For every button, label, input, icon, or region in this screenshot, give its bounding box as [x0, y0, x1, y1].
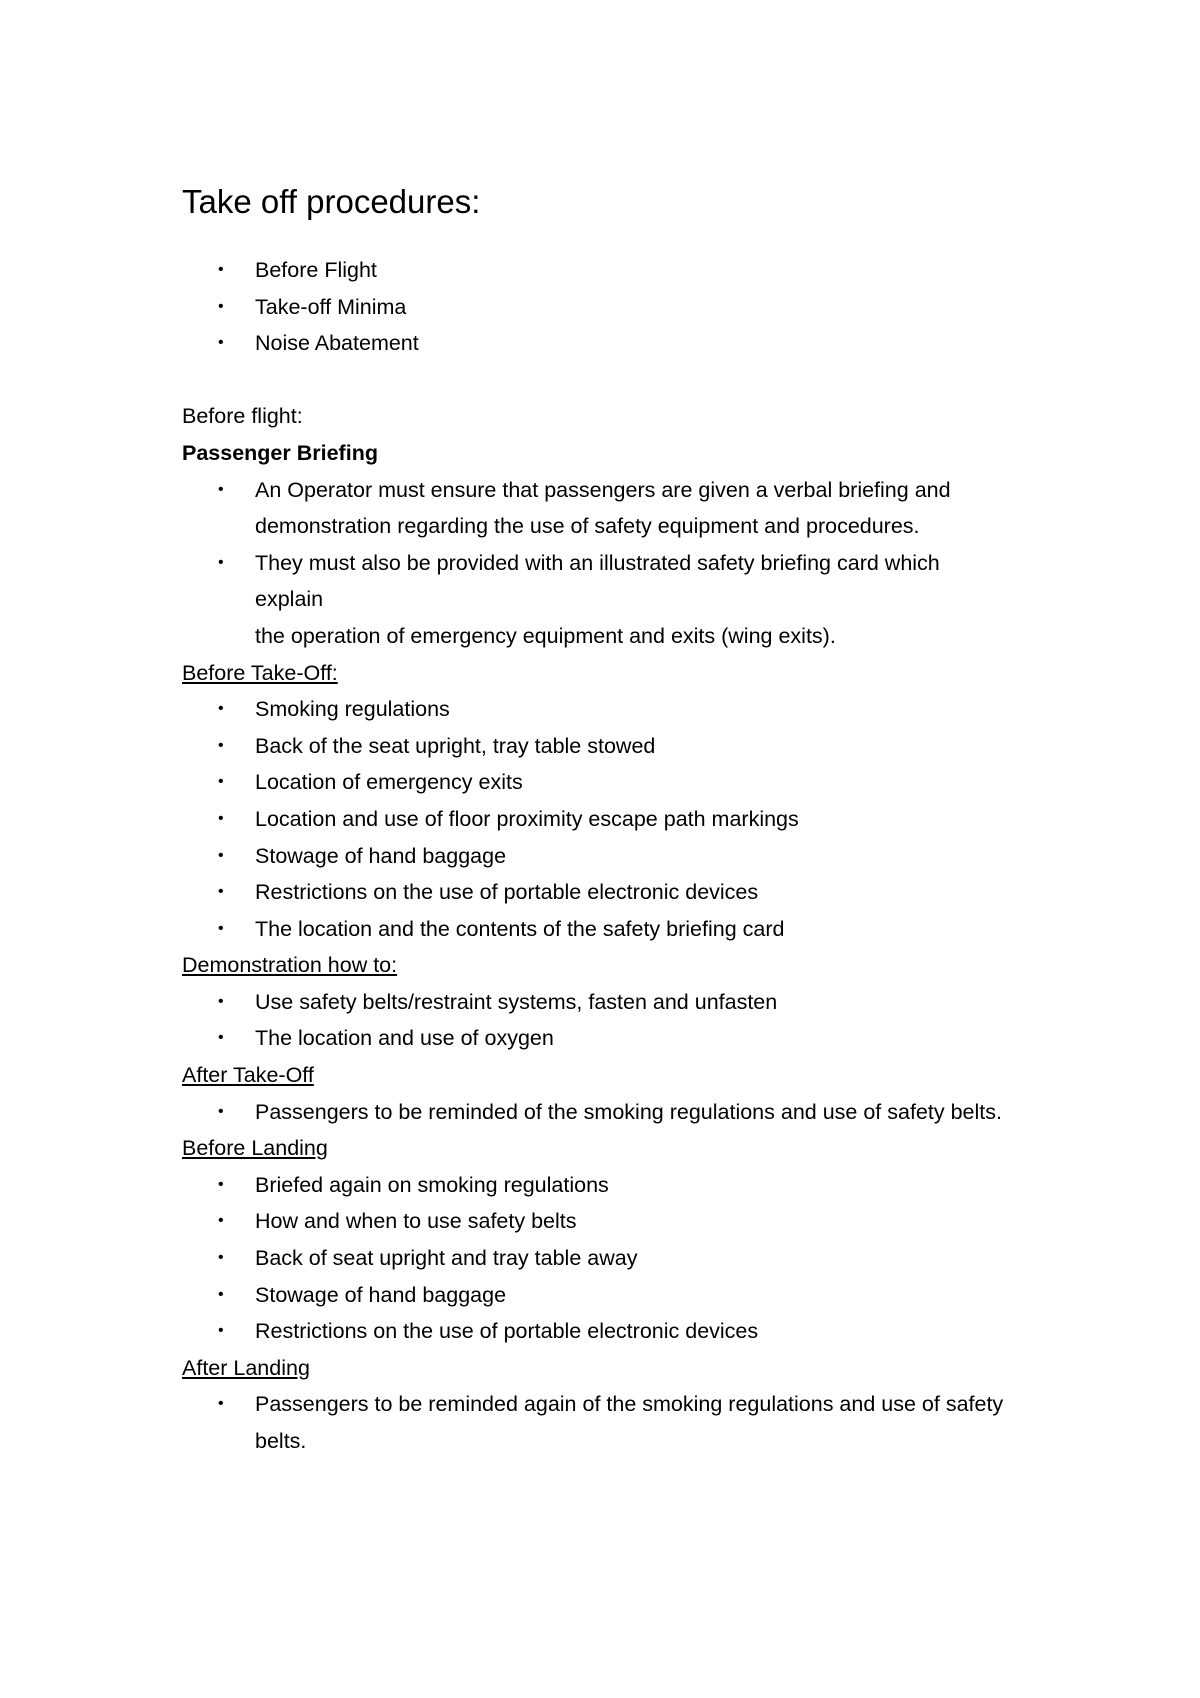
bullet-icon: •: [218, 1249, 224, 1267]
bullet-icon: •: [218, 992, 224, 1010]
list-item: • Use safety belts/restraint systems, fasten and unfasten: [182, 984, 1062, 1021]
overview-list: [182, 252, 1062, 362]
bullet-icon: •: [218, 1285, 224, 1303]
bullet-icon: •: [218, 1322, 224, 1340]
bullet-icon: •: [218, 700, 224, 718]
before-landing-list: [182, 1167, 1062, 1350]
bullet-icon: •: [218, 809, 224, 827]
before-takeoff-list: [182, 691, 1062, 947]
passenger-briefing-list: [182, 472, 1062, 655]
list-item: • Passengers to be reminded of the smoking regulations and use of safety belts.: [182, 1094, 1062, 1131]
list-item: • The location and the contents of the safety briefing card: [182, 911, 1062, 948]
list-item: • Briefed again on smoking regulations: [182, 1167, 1062, 1204]
list-item: • An Operator must ensure that passengers are given a verbal briefing and demonstration regarding the use of safety equipment and procedures.: [182, 472, 1062, 545]
list-item: • Smoking regulations: [182, 691, 1062, 728]
bullet-icon: •: [218, 1175, 224, 1193]
list-item: • Passengers to be reminded again of the smoking regulations and use of safety belts.: [182, 1386, 1062, 1459]
demonstration-list: [182, 984, 1062, 1057]
bullet-icon: •: [218, 846, 224, 864]
after-landing-heading: After Landing: [182, 1355, 310, 1380]
list-item: • Take-off Minima: [182, 289, 1062, 326]
list-item: • The location and use of oxygen: [182, 1020, 1062, 1057]
bullet-icon: •: [218, 480, 224, 498]
list-item: • Location of emergency exits: [182, 764, 1062, 801]
list-item: • Stowage of hand baggage: [182, 1277, 1062, 1314]
bullet-icon: •: [218, 883, 224, 901]
list-item: • Location and use of floor proximity escape path markings: [182, 801, 1062, 838]
list-item: • Restrictions on the use of portable electronic devices: [182, 1313, 1062, 1350]
list-item: • Back of the seat upright, tray table stowed: [182, 728, 1062, 765]
spacer: [182, 362, 1062, 399]
bullet-icon: •: [218, 1212, 224, 1230]
list-item: • Before Flight: [182, 252, 1062, 289]
before-landing-heading: Before Landing: [182, 1136, 328, 1161]
bullet-icon: •: [218, 1395, 224, 1413]
bullet-icon: •: [218, 736, 224, 754]
bullet-icon: •: [218, 1102, 224, 1120]
bullet-icon: •: [218, 553, 224, 571]
list-item: • Noise Abatement: [182, 325, 1062, 362]
bullet-icon: •: [218, 919, 224, 937]
bullet-icon: •: [218, 1029, 224, 1047]
list-item: • How and when to use safety belts: [182, 1203, 1062, 1240]
list-item: • Back of seat upright and tray table away: [182, 1240, 1062, 1277]
bullet-icon: •: [218, 334, 224, 352]
demonstration-heading: Demonstration how to:: [182, 953, 398, 978]
page-title: Take off procedures:: [182, 183, 481, 220]
bullet-icon: •: [218, 773, 224, 791]
after-takeoff-heading: After Take-Off: [182, 1063, 314, 1088]
passenger-briefing-subheading: Passenger Briefing: [182, 440, 378, 465]
list-item: • They must also be provided with an illustrated safety briefing card which explain the operation of emergency equipment and exits (wing exits).: [182, 545, 1062, 655]
after-takeoff-list: [182, 1094, 1062, 1131]
list-item: • Stowage of hand baggage: [182, 838, 1062, 875]
list-item: • Restrictions on the use of portable electronic devices: [182, 874, 1062, 911]
after-landing-list: [182, 1386, 1062, 1459]
before-flight-heading: Before flight:: [182, 404, 303, 429]
bullet-icon: •: [218, 297, 224, 315]
document-body: [182, 180, 1062, 1460]
before-takeoff-heading: Before Take-Off:: [182, 660, 338, 685]
bullet-icon: •: [218, 261, 224, 278]
